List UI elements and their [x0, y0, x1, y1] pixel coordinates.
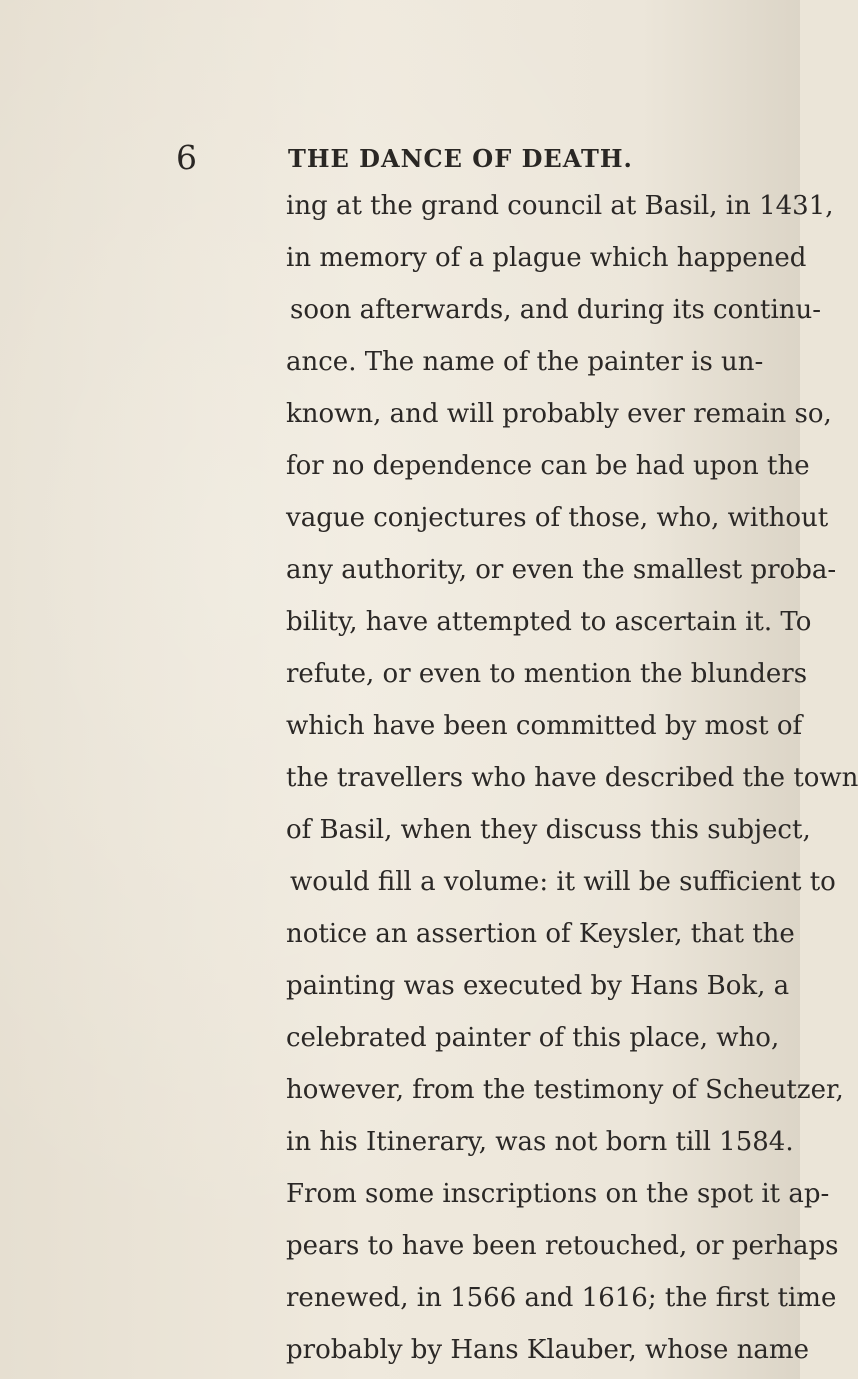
text-line: of Basil, when they discuss this subject,	[286, 815, 811, 845]
text-line: painting was executed by Hans Bok, a	[286, 971, 790, 1001]
text-line: probably by Hans Klauber, whose name	[286, 1335, 809, 1365]
text-line: which have been committed by most of	[286, 711, 803, 741]
text-line: soon afterwards, and during its continu-	[290, 295, 822, 325]
running-head: THE DANCE OF DEATH.	[288, 144, 633, 173]
text-line: in his Itinerary, was not born till 1584.	[286, 1127, 794, 1157]
text-line: notice an assertion of Keysler, that the	[286, 919, 795, 949]
text-line: From some inscriptions on the spot it ap-	[286, 1179, 830, 1209]
text-line: celebrated painter of this place, who,	[286, 1023, 780, 1053]
text-line: renewed, in 1566 and 1616; the first time	[286, 1283, 837, 1313]
text-line: any authority, or even the smallest proba-	[286, 555, 837, 585]
text-line: ing at the grand council at Basil, in 1431,	[286, 191, 834, 221]
text-line: ance. The name of the painter is un-	[286, 347, 764, 377]
text-line: pears to have been retouched, or perhaps	[286, 1231, 839, 1261]
text-line: known, and will probably ever remain so,	[286, 399, 832, 429]
text-line: however, from the testimony of Scheutzer,	[286, 1075, 844, 1105]
text-line: vague conjectures of those, who, without	[286, 503, 829, 533]
page-number: 6	[176, 138, 197, 177]
text-line: for no dependence can be had upon the	[286, 451, 810, 481]
text-line: refute, or even to mention the blunders	[286, 659, 808, 689]
text-line: would fill a volume: it will be sufficient to	[290, 867, 836, 897]
text-line: in memory of a plague which happened	[286, 243, 807, 273]
text-line: bility, have attempted to ascertain it. To	[286, 607, 812, 637]
text-line: the travellers who have described the town	[286, 763, 858, 793]
